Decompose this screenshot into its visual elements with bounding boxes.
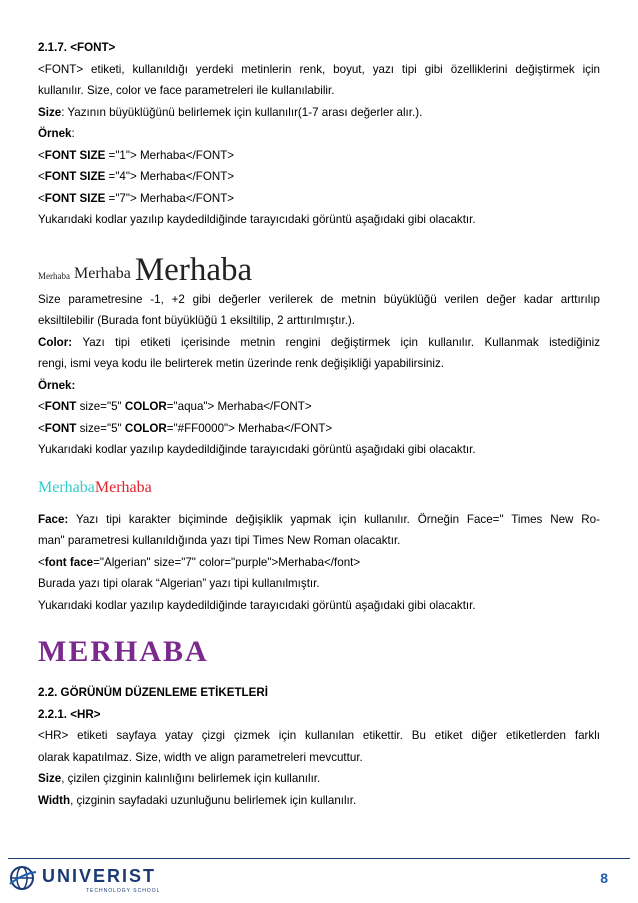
paragraph-face-1: Face: Yazı tipi karakter biçiminde değişiklik yapmak için kullanılır. Örneğin Face=" Times New Ro- — [38, 512, 600, 526]
demo-merhaba-medium: Merhaba — [73, 264, 131, 282]
paragraph-color-1: Color: Yazı tipi etiketi içerisinde metnin rengini değiştirmek için kullanılır. Kullanmak istediğiniz — [38, 335, 600, 349]
font-size-demo-image — [38, 239, 600, 289]
logo-text: UNIVERIST — [42, 866, 157, 886]
section-heading-font: 2.1.7. <FONT> — [38, 41, 116, 54]
page-footer — [0, 850, 638, 903]
paragraph-hr-1: <HR> etiketi sayfaya yatay çizgi çizmek için kullanılan etikettir. Bu etiket diğer etiketlerden farklı — [38, 729, 600, 742]
code-line-size-1: <FONT SIZE ="1"> Merhaba</FONT> — [38, 148, 235, 162]
paragraph-color-2: rengi, ismi veya kodu ile belirterek metin üzerinde renk değişikliği yapabilirsiniz. — [38, 357, 444, 370]
paragraph-face-2: man" parametresi kullanıldığında yazı tipi Times New Roman olacaktır. — [38, 534, 401, 547]
paragraph-face-note: Burada yazı tipi olarak “Algerian” yazı tipi kullanılmıştır. — [38, 577, 320, 590]
demo-merhaba-small: Merhaba — [38, 270, 70, 281]
section-heading-display: 2.2. GÖRÜNÜM DÜZENLEME ETİKETLERİ — [38, 686, 268, 699]
result-text-2: Yukarıdaki kodlar yazılıp kaydedildiğinde tarayıcıdaki görüntü aşağıdaki gibi olacaktır. — [38, 443, 476, 456]
demo-merhaba-algerian: MERHABA — [38, 635, 209, 668]
footer-divider — [8, 858, 630, 859]
code-line-face: <font face="Algerian" size="7" color="purple">Merhaba</font> — [38, 555, 361, 569]
result-text-3: Yukarıdaki kodlar yazılıp kaydedildiğinde tarayıcıdaki görüntü aşağıdaki gibi olacaktır. — [38, 598, 476, 612]
example-label-2: Örnek: — [38, 378, 76, 392]
paragraph-hr-width: Width, çizginin sayfadaki uzunluğunu belirlemek için kullanılır. — [38, 793, 357, 807]
demo-merhaba-red: Merhaba — [94, 478, 152, 496]
result-text-1: Yukarıdaki kodlar yazılıp kaydedildiğinde tarayıcıdaki görüntü aşağıdaki gibi olacaktır. — [38, 213, 476, 226]
paragraph-size-param-1: Size parametresine -1, +2 gibi değerler verilerek de metnin büyüklüğü verilen değer kadar arttırılıp — [38, 292, 600, 306]
code-line-color-aqua: <FONT size="5" COLOR="aqua"> Merhaba</FONT> — [38, 400, 312, 413]
paragraph-hr-size: Size, çizilen çizginin kalınlığını belirlemek için kullanılır. — [38, 772, 321, 785]
code-line-size-4: <FONT SIZE ="4"> Merhaba</FONT> — [38, 170, 235, 183]
paragraph-font-intro-2: kullanılır. Size, color ve face parametreleri ile kullanılabilir. — [38, 84, 335, 97]
page-content — [38, 37, 600, 811]
paragraph-size-param-2: eksiltilebilir (Burada font büyüklüğü 1 eksiltilip, 2 arttırılmıştır.). — [38, 314, 356, 327]
logo-subtitle: TECHNOLOGY SCHOOL — [86, 888, 161, 894]
page-number: 8 — [600, 870, 608, 886]
example-label-1: Örnek: — [38, 127, 75, 140]
font-color-demo-image — [38, 467, 600, 509]
demo-merhaba-aqua: Merhaba — [38, 478, 95, 496]
code-line-size-7: <FONT SIZE ="7"> Merhaba</FONT> — [38, 191, 235, 205]
univerist-logo — [8, 864, 161, 894]
font-face-demo-image — [38, 622, 600, 682]
globe-icon — [8, 864, 38, 892]
paragraph-size: Size: Yazının büyüklüğünü belirlemek için kullanılır(1-7 arası değerler alır.). — [38, 105, 423, 119]
paragraph-hr-2: olarak kapatılmaz. Size, width ve align parametreleri mevcuttur. — [38, 750, 363, 764]
demo-merhaba-large: Merhaba — [134, 251, 253, 288]
paragraph-font-intro-1: <FONT> etiketi, kullanıldığı yerdeki metinlerin renk, boyut, yazı tipi gibi özelliklerini değiştirmek için — [38, 62, 600, 76]
section-heading-hr: 2.2.1. <HR> — [38, 707, 101, 721]
code-line-color-red: <FONT size="5" COLOR="#FF0000"> Merhaba</FONT> — [38, 421, 333, 435]
